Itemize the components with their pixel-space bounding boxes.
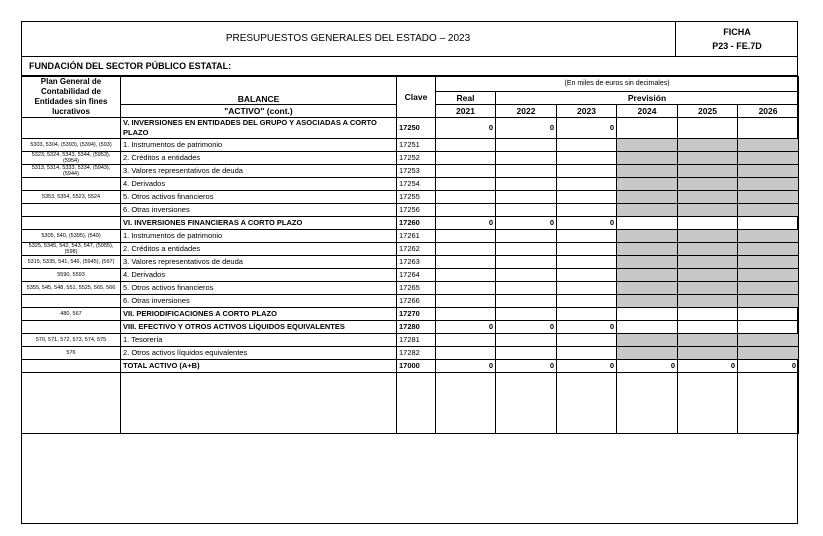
table-row (22, 334, 799, 347)
value-cell[interactable] (436, 165, 496, 178)
value-cell[interactable] (436, 243, 496, 256)
value-cell[interactable]: 0 (738, 360, 799, 373)
value-cell[interactable] (738, 321, 799, 334)
value-cell[interactable] (496, 191, 557, 204)
value-cell[interactable] (436, 178, 496, 191)
value-cell[interactable]: 0 (496, 217, 557, 230)
table-row (22, 360, 799, 373)
account-codes: 5325, 5345, 542, 543, 547, (5955), (598) (22, 243, 121, 256)
table-row (22, 243, 799, 256)
line-code: 17270 (397, 308, 436, 321)
table-row (22, 217, 799, 230)
value-cell[interactable] (557, 191, 617, 204)
line-code: 17263 (397, 256, 436, 269)
line-code: 17281 (397, 334, 436, 347)
value-cell[interactable] (557, 178, 617, 191)
value-cell[interactable] (496, 295, 557, 308)
value-cell[interactable] (436, 139, 496, 152)
value-cell[interactable] (496, 165, 557, 178)
line-description: VII. PERIODIFICACIONES A CORTO PLAZO (121, 308, 397, 321)
value-cell[interactable] (557, 334, 617, 347)
value-cell[interactable] (436, 204, 496, 217)
table-row (22, 204, 799, 217)
value-cell[interactable] (738, 308, 799, 321)
ficha-code: P23 - FE.7D (712, 41, 762, 51)
value-cell[interactable] (436, 230, 496, 243)
value-cell[interactable] (678, 178, 738, 191)
header-activo: "ACTIVO" (cont.) (121, 105, 397, 118)
value-cell[interactable] (436, 191, 496, 204)
account-codes: 5353, 5354, 5523, 5524 (22, 191, 121, 204)
value-cell[interactable] (557, 295, 617, 308)
value-cell[interactable] (436, 347, 496, 360)
line-code: 17262 (397, 243, 436, 256)
value-cell[interactable] (678, 321, 738, 334)
table-row (22, 118, 799, 139)
account-codes (22, 204, 121, 217)
value-cell[interactable] (678, 191, 738, 204)
value-cell[interactable] (557, 139, 617, 152)
value-cell[interactable] (678, 243, 738, 256)
value-cell[interactable] (617, 165, 678, 178)
account-codes: 5355, 545, 548, 551, 5525, 565, 566 (22, 282, 121, 295)
value-cell[interactable] (557, 165, 617, 178)
header-prevision: Previsión (496, 92, 799, 105)
table-row (22, 152, 799, 165)
line-code: 17264 (397, 269, 436, 282)
table-row (22, 178, 799, 191)
value-cell[interactable] (557, 243, 617, 256)
value-cell[interactable] (738, 139, 799, 152)
value-cell[interactable]: 0 (436, 118, 496, 139)
value-cell[interactable] (678, 139, 738, 152)
balance-table (21, 76, 799, 434)
header-year: 2025 (678, 105, 738, 118)
line-code: 17000 (397, 360, 436, 373)
value-cell[interactable] (678, 118, 738, 139)
value-cell[interactable]: 0 (436, 217, 496, 230)
value-cell[interactable] (738, 295, 799, 308)
line-code: 17252 (397, 152, 436, 165)
value-cell[interactable]: 0 (678, 360, 738, 373)
line-code: 17265 (397, 282, 436, 295)
value-cell[interactable] (617, 118, 678, 139)
line-description: 2. Créditos a entidades (121, 152, 397, 165)
line-description: 2. Otros activos líquidos equivalentes (121, 347, 397, 360)
value-cell[interactable] (617, 347, 678, 360)
line-description: 3. Valores representativos de deuda (121, 256, 397, 269)
header-year: 2024 (617, 105, 678, 118)
line-description: 6. Otras inversiones (121, 295, 397, 308)
line-description: 2. Créditos a entidades (121, 243, 397, 256)
value-cell[interactable] (496, 282, 557, 295)
account-codes (22, 360, 121, 373)
value-cell[interactable] (436, 152, 496, 165)
table-row (22, 282, 799, 295)
value-cell[interactable] (617, 139, 678, 152)
value-cell[interactable] (617, 295, 678, 308)
value-cell[interactable] (738, 256, 799, 269)
empty-row (22, 373, 799, 434)
value-cell[interactable] (617, 217, 678, 230)
value-cell[interactable] (496, 308, 557, 321)
table-row (22, 256, 799, 269)
account-codes (22, 118, 121, 139)
value-cell[interactable] (678, 152, 738, 165)
value-cell[interactable] (496, 204, 557, 217)
line-description: 5. Otros activos financieros (121, 191, 397, 204)
value-cell[interactable] (738, 191, 799, 204)
account-codes: 5303, 5304, (5393), (5394), (593) (22, 139, 121, 152)
table-row (22, 295, 799, 308)
value-cell[interactable] (617, 178, 678, 191)
header-units: (En miles de euros sin decimales) (436, 77, 799, 92)
value-cell[interactable] (738, 178, 799, 191)
value-cell[interactable] (678, 282, 738, 295)
header-balance: BALANCE (121, 77, 397, 105)
value-cell[interactable]: 0 (436, 360, 496, 373)
value-cell[interactable] (617, 230, 678, 243)
value-cell[interactable] (617, 243, 678, 256)
line-description: 6. Otras inversiones (121, 204, 397, 217)
value-cell[interactable] (557, 347, 617, 360)
entity-label: FUNDACIÓN DEL SECTOR PÚBLICO ESTATAL: (21, 56, 798, 76)
value-cell[interactable]: 0 (496, 118, 557, 139)
value-cell[interactable] (617, 282, 678, 295)
account-codes: 5323, 5324, 5343, 5344, (5953), (5954) (22, 152, 121, 165)
table-row (22, 139, 799, 152)
table-row (22, 191, 799, 204)
line-description: VI. INVERSIONES FINANCIERAS A CORTO PLAZO (121, 217, 397, 230)
value-cell[interactable] (678, 256, 738, 269)
value-cell[interactable]: 0 (617, 360, 678, 373)
value-cell[interactable] (738, 282, 799, 295)
table-row (22, 308, 799, 321)
line-code: 17254 (397, 178, 436, 191)
value-cell[interactable] (738, 230, 799, 243)
value-cell[interactable]: 0 (496, 321, 557, 334)
ficha-label: FICHA (723, 27, 751, 37)
value-cell[interactable] (436, 282, 496, 295)
account-codes: 5315, 5335, 541, 546, (5945), (597) (22, 256, 121, 269)
line-code: 17282 (397, 347, 436, 360)
value-cell[interactable] (738, 118, 799, 139)
value-cell[interactable] (557, 230, 617, 243)
header-year: 2021 (436, 105, 496, 118)
ficha-box (675, 21, 798, 56)
line-code: 17260 (397, 217, 436, 230)
value-cell[interactable] (496, 256, 557, 269)
value-cell[interactable] (678, 217, 738, 230)
value-cell[interactable] (678, 165, 738, 178)
value-cell[interactable] (496, 347, 557, 360)
table-row (22, 269, 799, 282)
account-codes (22, 178, 121, 191)
value-cell[interactable]: 0 (557, 321, 617, 334)
account-codes: 5305, 540, (5395), (549) (22, 230, 121, 243)
line-code: 17250 (397, 118, 436, 139)
value-cell[interactable] (738, 165, 799, 178)
value-cell[interactable]: 0 (557, 118, 617, 139)
header-year: 2022 (496, 105, 557, 118)
value-cell[interactable] (678, 334, 738, 347)
line-description: V. INVERSIONES EN ENTIDADES DEL GRUPO Y ASOCIADAS A CORTO PLAZO (121, 118, 397, 139)
account-codes: 576 (22, 347, 121, 360)
value-cell[interactable] (678, 347, 738, 360)
line-code: 17266 (397, 295, 436, 308)
value-cell[interactable] (436, 334, 496, 347)
value-cell[interactable] (557, 308, 617, 321)
value-cell[interactable] (496, 269, 557, 282)
value-cell[interactable] (557, 204, 617, 217)
value-cell[interactable] (496, 152, 557, 165)
value-cell[interactable] (678, 308, 738, 321)
value-cell[interactable] (617, 334, 678, 347)
header-year: 2026 (738, 105, 799, 118)
value-cell[interactable] (436, 269, 496, 282)
line-description: 5. Otros activos financieros (121, 282, 397, 295)
value-cell[interactable] (496, 230, 557, 243)
line-description: 1. Tesorería (121, 334, 397, 347)
value-cell[interactable] (617, 269, 678, 282)
line-description: 3. Valores representativos de deuda (121, 165, 397, 178)
value-cell[interactable] (738, 243, 799, 256)
table-row (22, 230, 799, 243)
table-row (22, 321, 799, 334)
value-cell[interactable] (738, 347, 799, 360)
line-code: 17251 (397, 139, 436, 152)
value-cell[interactable] (738, 269, 799, 282)
value-cell[interactable] (496, 178, 557, 191)
form-header (21, 21, 798, 56)
line-description: TOTAL ACTIVO (A+B) (121, 360, 397, 373)
value-cell[interactable] (496, 139, 557, 152)
form-title: PRESUPUESTOS GENERALES DEL ESTADO – 2023 (225, 33, 471, 44)
account-codes: 5590, 5593 (22, 269, 121, 282)
header-year: 2023 (557, 105, 617, 118)
value-cell[interactable] (557, 269, 617, 282)
value-cell[interactable] (436, 256, 496, 269)
value-cell[interactable] (496, 243, 557, 256)
value-cell[interactable] (557, 282, 617, 295)
line-description: VIII. EFECTIVO Y OTROS ACTIVOS LÍQUIDOS EQUIVALENTES (121, 321, 397, 334)
value-cell[interactable]: 0 (557, 217, 617, 230)
value-cell[interactable] (557, 256, 617, 269)
value-cell[interactable] (678, 295, 738, 308)
value-cell[interactable] (738, 204, 799, 217)
value-cell[interactable] (496, 334, 557, 347)
value-cell[interactable] (617, 204, 678, 217)
line-description: 4. Derivados (121, 269, 397, 282)
table-row (22, 347, 799, 360)
value-cell[interactable] (617, 308, 678, 321)
value-cell[interactable] (678, 204, 738, 217)
value-cell[interactable] (617, 321, 678, 334)
value-cell[interactable]: 0 (496, 360, 557, 373)
line-code: 17256 (397, 204, 436, 217)
value-cell[interactable] (436, 308, 496, 321)
line-code: 17280 (397, 321, 436, 334)
line-code: 17261 (397, 230, 436, 243)
value-cell[interactable] (436, 295, 496, 308)
line-description: 1. Instrumentos de patrimonio (121, 230, 397, 243)
value-cell[interactable]: 0 (436, 321, 496, 334)
header-real: Real (436, 92, 496, 105)
value-cell[interactable] (617, 191, 678, 204)
account-codes (22, 295, 121, 308)
value-cell[interactable] (617, 256, 678, 269)
header-plan: Plan General de Contabilidad de Entidades sin fines lucrativos (22, 77, 121, 118)
value-cell[interactable] (738, 217, 799, 230)
account-codes (22, 321, 121, 334)
value-cell[interactable] (617, 152, 678, 165)
line-description: 1. Instrumentos de patrimonio (121, 139, 397, 152)
account-codes: 570, 571, 572, 573, 574, 575 (22, 334, 121, 347)
account-codes: 5313, 5314, 5333, 5334, (5943), (5944) (22, 165, 121, 178)
value-cell[interactable] (738, 334, 799, 347)
value-cell[interactable] (678, 230, 738, 243)
value-cell[interactable] (557, 152, 617, 165)
account-codes (22, 217, 121, 230)
line-code: 17253 (397, 165, 436, 178)
line-code: 17255 (397, 191, 436, 204)
table-row (22, 165, 799, 178)
header-clave: Clave (397, 77, 436, 118)
account-codes: 480, 567 (22, 308, 121, 321)
value-cell[interactable] (738, 152, 799, 165)
value-cell[interactable] (678, 269, 738, 282)
value-cell[interactable]: 0 (557, 360, 617, 373)
line-description: 4. Derivados (121, 178, 397, 191)
